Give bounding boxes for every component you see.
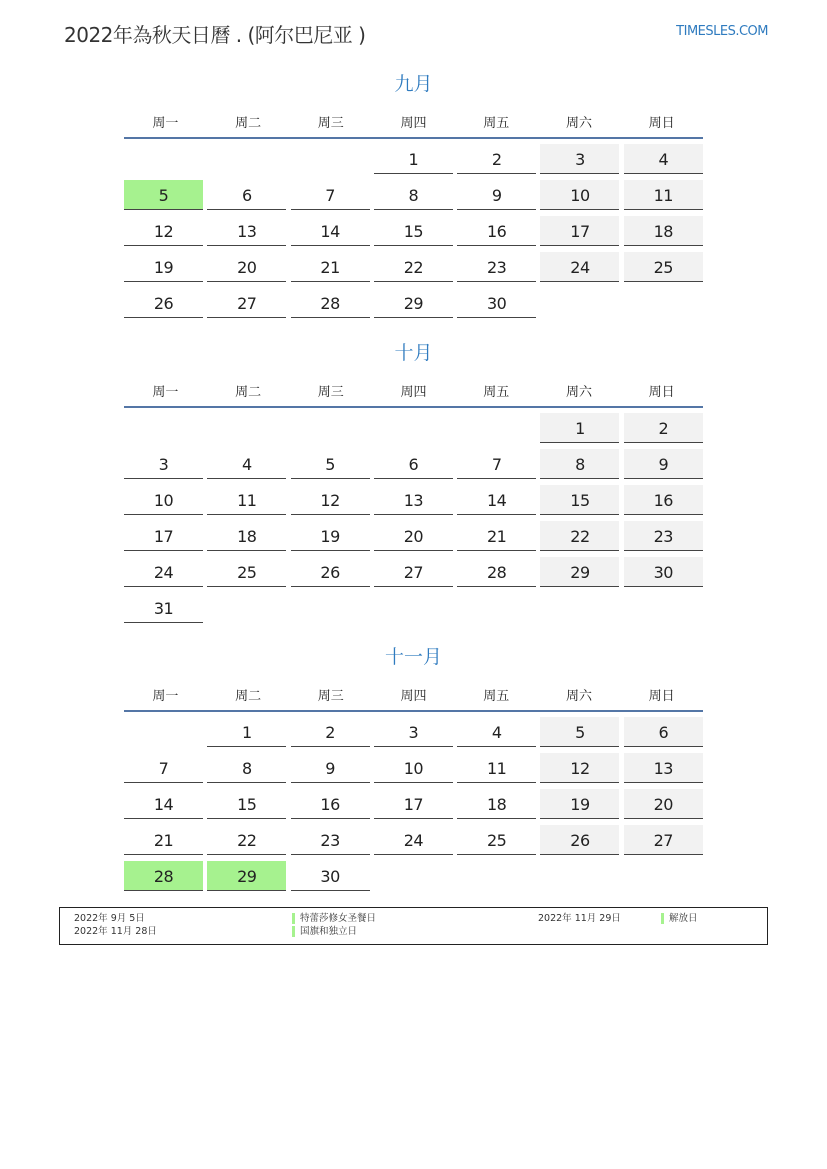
weekday-label: 周日: [648, 115, 675, 131]
page-title: 2022年為秋天日曆 . (阿尔巴尼亚 ): [64, 23, 366, 47]
week-row: [124, 288, 703, 324]
legend-holiday-name: 特蕾莎修女圣餐日: [300, 913, 377, 924]
day-cell[interactable]: 11: [207, 485, 286, 515]
weekday-label: 周二: [235, 688, 262, 704]
weekday-header: [124, 374, 703, 406]
month-block: [124, 338, 703, 629]
week-row: [124, 593, 703, 629]
day-cell[interactable]: 14: [124, 789, 203, 819]
day-cell[interactable]: 9: [291, 753, 370, 783]
day-cell[interactable]: 29: [374, 288, 453, 318]
empty-cell: [124, 144, 203, 174]
day-cell[interactable]: 22: [207, 825, 286, 855]
week-row: [124, 485, 703, 521]
day-cell[interactable]: 17: [540, 216, 619, 246]
day-cell[interactable]: 16: [291, 789, 370, 819]
weekday-label: 周五: [483, 688, 510, 704]
day-cell[interactable]: 13: [374, 485, 453, 515]
weekday-label: 周日: [648, 688, 675, 704]
legend-date: 2022年 11月 29日: [538, 913, 621, 924]
empty-cell: [624, 593, 703, 623]
empty-cell: [291, 413, 370, 443]
empty-cell: [374, 593, 453, 623]
holiday-day-cell[interactable]: 28: [124, 861, 203, 891]
empty-cell: [207, 144, 286, 174]
day-cell[interactable]: 12: [124, 216, 203, 246]
weekday-label: 周六: [565, 115, 592, 131]
weekday-header: [124, 678, 703, 710]
day-cell[interactable]: 30: [291, 861, 370, 891]
day-cell[interactable]: 6: [624, 717, 703, 747]
day-cell[interactable]: 5: [540, 717, 619, 747]
day-cell[interactable]: 10: [540, 180, 619, 210]
day-cell[interactable]: 6: [374, 449, 453, 479]
weekday-label: 周四: [400, 688, 427, 704]
day-cell[interactable]: 3: [374, 717, 453, 747]
day-cell[interactable]: 23: [624, 521, 703, 551]
week-row: [124, 789, 703, 825]
weekday-label: 周一: [152, 384, 179, 400]
day-cell[interactable]: 9: [624, 449, 703, 479]
day-cell[interactable]: 31: [124, 593, 203, 623]
empty-cell: [457, 861, 536, 891]
empty-cell: [540, 288, 619, 318]
empty-cell: [291, 144, 370, 174]
month-block: [124, 642, 703, 897]
month-block: [124, 69, 703, 324]
week-row: [124, 825, 703, 861]
day-cell[interactable]: 26: [124, 288, 203, 318]
day-cell[interactable]: 1: [207, 717, 286, 747]
weekday-label: 周四: [400, 384, 427, 400]
holiday-day-cell[interactable]: 29: [207, 861, 286, 891]
day-cell[interactable]: 8: [540, 449, 619, 479]
day-cell[interactable]: 27: [624, 825, 703, 855]
day-cell[interactable]: 6: [207, 180, 286, 210]
day-cell[interactable]: 16: [457, 216, 536, 246]
weekday-label: 周六: [565, 688, 592, 704]
month-title: 十一月: [384, 646, 442, 668]
day-cell[interactable]: 26: [291, 557, 370, 587]
weekday-label: 周五: [483, 115, 510, 131]
legend-item: [661, 913, 698, 925]
day-cell[interactable]: 9: [457, 180, 536, 210]
empty-cell: [124, 413, 203, 443]
brand-link[interactable]: TIMESLES.COM: [676, 24, 768, 39]
day-cell[interactable]: 26: [540, 825, 619, 855]
day-cell[interactable]: 30: [457, 288, 536, 318]
holiday-swatch: [661, 913, 664, 924]
day-cell[interactable]: 21: [291, 252, 370, 282]
day-cell[interactable]: 23: [457, 252, 536, 282]
holiday-swatch: [292, 913, 295, 924]
day-cell[interactable]: 4: [207, 449, 286, 479]
day-cell[interactable]: 18: [457, 789, 536, 819]
day-cell[interactable]: 10: [124, 485, 203, 515]
day-cell[interactable]: 19: [124, 252, 203, 282]
day-cell[interactable]: 17: [374, 789, 453, 819]
day-cell[interactable]: 21: [457, 521, 536, 551]
week-row: [124, 449, 703, 485]
empty-cell: [124, 717, 203, 747]
day-cell[interactable]: 25: [457, 825, 536, 855]
day-cell[interactable]: 18: [624, 216, 703, 246]
week-row: [124, 180, 703, 216]
day-cell[interactable]: 3: [124, 449, 203, 479]
empty-cell: [207, 413, 286, 443]
weekday-label: 周三: [317, 115, 344, 131]
day-cell[interactable]: 19: [540, 789, 619, 819]
empty-cell: [457, 413, 536, 443]
day-cell[interactable]: 7: [124, 753, 203, 783]
day-cell[interactable]: 11: [457, 753, 536, 783]
week-row: [124, 144, 703, 180]
header-divider: [124, 710, 703, 712]
day-cell[interactable]: 15: [374, 216, 453, 246]
empty-cell: [457, 593, 536, 623]
day-cell[interactable]: 27: [374, 557, 453, 587]
day-cell[interactable]: 1: [540, 413, 619, 443]
day-cell[interactable]: 16: [624, 485, 703, 515]
weekday-label: 周六: [565, 384, 592, 400]
day-cell[interactable]: 10: [374, 753, 453, 783]
week-row: [124, 717, 703, 753]
holiday-swatch: [292, 926, 295, 937]
empty-cell: [207, 593, 286, 623]
empty-cell: [374, 861, 453, 891]
header-divider: [124, 137, 703, 139]
holiday-day-cell[interactable]: 5: [124, 180, 203, 210]
month-title: 十月: [394, 342, 433, 364]
month-title: 九月: [394, 73, 433, 95]
day-cell[interactable]: 28: [457, 557, 536, 587]
empty-cell: [291, 593, 370, 623]
week-row: [124, 753, 703, 789]
day-cell[interactable]: 25: [624, 252, 703, 282]
legend-date: 2022年 11月 28日: [74, 926, 157, 937]
weekday-label: 周五: [483, 384, 510, 400]
day-cell[interactable]: 25: [207, 557, 286, 587]
weekday-label: 周一: [152, 688, 179, 704]
day-cell[interactable]: 2: [624, 413, 703, 443]
day-cell[interactable]: 7: [291, 180, 370, 210]
day-cell[interactable]: 27: [207, 288, 286, 318]
day-cell[interactable]: 24: [540, 252, 619, 282]
legend-item: [292, 926, 357, 938]
week-row: [124, 557, 703, 593]
day-cell[interactable]: 23: [291, 825, 370, 855]
day-cell[interactable]: 21: [124, 825, 203, 855]
day-cell[interactable]: 2: [291, 717, 370, 747]
empty-cell: [540, 593, 619, 623]
day-cell[interactable]: 20: [207, 252, 286, 282]
day-cell[interactable]: 20: [624, 789, 703, 819]
day-cell[interactable]: 4: [457, 717, 536, 747]
legend-holiday-name: 国旗和独立日: [300, 926, 358, 937]
weekday-label: 周一: [152, 115, 179, 131]
day-cell[interactable]: 22: [540, 521, 619, 551]
day-cell[interactable]: 7: [457, 449, 536, 479]
weekday-header: [124, 105, 703, 137]
week-row: [124, 861, 703, 897]
day-cell[interactable]: 18: [207, 521, 286, 551]
week-row: [124, 216, 703, 252]
day-cell[interactable]: 8: [374, 180, 453, 210]
week-row: [124, 521, 703, 557]
day-cell[interactable]: 8: [207, 753, 286, 783]
day-cell[interactable]: 11: [624, 180, 703, 210]
day-cell[interactable]: 4: [624, 144, 703, 174]
legend-date: 2022年 9月 5日: [74, 913, 145, 924]
day-cell[interactable]: 22: [374, 252, 453, 282]
legend-holiday-name: 解放日: [669, 913, 698, 924]
day-cell[interactable]: 14: [291, 216, 370, 246]
day-cell[interactable]: 12: [540, 753, 619, 783]
day-cell[interactable]: 12: [291, 485, 370, 515]
weekday-label: 周日: [648, 384, 675, 400]
day-cell[interactable]: 28: [291, 288, 370, 318]
day-cell[interactable]: 30: [624, 557, 703, 587]
weekday-label: 周二: [235, 384, 262, 400]
empty-cell: [374, 413, 453, 443]
weekday-label: 周三: [317, 688, 344, 704]
holiday-legend: [59, 907, 768, 945]
day-cell[interactable]: 13: [624, 753, 703, 783]
day-cell[interactable]: 2: [457, 144, 536, 174]
day-cell[interactable]: 29: [540, 557, 619, 587]
week-row: [124, 252, 703, 288]
day-cell[interactable]: 5: [291, 449, 370, 479]
weekday-label: 周二: [235, 115, 262, 131]
day-cell[interactable]: 1: [374, 144, 453, 174]
day-cell[interactable]: 3: [540, 144, 619, 174]
day-cell[interactable]: 14: [457, 485, 536, 515]
day-cell[interactable]: 13: [207, 216, 286, 246]
legend-item: [292, 913, 376, 925]
week-row: [124, 413, 703, 449]
empty-cell: [624, 861, 703, 891]
weekday-label: 周三: [317, 384, 344, 400]
day-cell[interactable]: 17: [124, 521, 203, 551]
empty-cell: [624, 288, 703, 318]
day-cell[interactable]: 20: [374, 521, 453, 551]
day-cell[interactable]: 19: [291, 521, 370, 551]
header-divider: [124, 406, 703, 408]
day-cell[interactable]: 15: [540, 485, 619, 515]
day-cell[interactable]: 24: [374, 825, 453, 855]
weekday-label: 周四: [400, 115, 427, 131]
empty-cell: [540, 861, 619, 891]
day-cell[interactable]: 15: [207, 789, 286, 819]
day-cell[interactable]: 24: [124, 557, 203, 587]
